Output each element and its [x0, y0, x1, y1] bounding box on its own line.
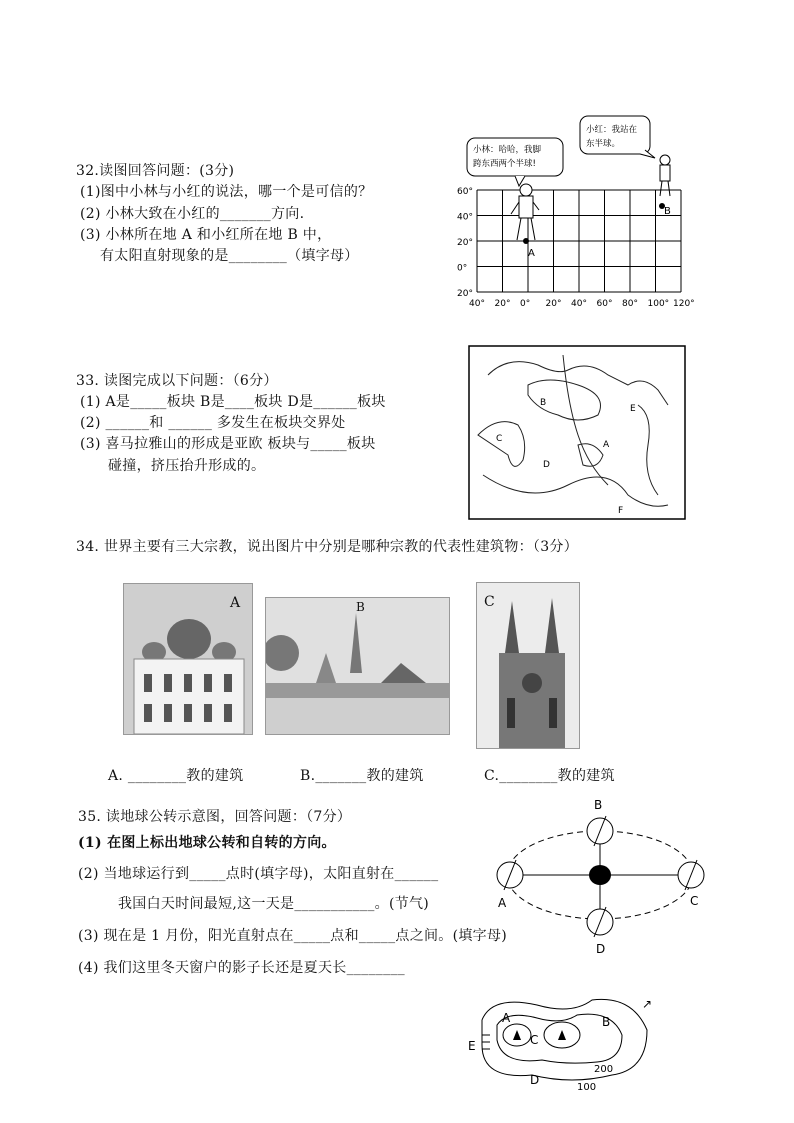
contour-map — [462, 990, 662, 1095]
xiaolin-figure — [511, 184, 539, 240]
lat-tick-label: 60° — [457, 187, 473, 197]
plate-label-d: D — [543, 460, 550, 470]
lat-tick-label: 40° — [457, 212, 473, 223]
north-arrow-icon: ↗ — [642, 997, 653, 1011]
lon-tick-label: 120° — [673, 299, 695, 309]
lat-tick-label: 20° — [457, 238, 473, 248]
q35-line4: (3) 现在是 1 月份，阳光直射点在_____点和_____点之间。(填字母) — [78, 928, 508, 944]
orbit-label-d: D — [596, 942, 606, 956]
temple-photo — [265, 597, 450, 735]
q33-line3: (3) 喜马拉雅山的形成是亚欧 板块与_____板块 — [80, 436, 376, 452]
lon-tick-label: 60° — [596, 299, 613, 309]
contour-label-a: A — [502, 1011, 511, 1025]
q32-line4: 有太阳直射现象的是________（填字母） — [100, 248, 359, 264]
contour-label-d: D — [530, 1073, 540, 1087]
lat-tick-label: 0° — [457, 263, 468, 274]
q35-title: 35. 读地球公转示意图，回答问题：（7分） — [78, 809, 352, 825]
q35-line1: (1) 在图上标出地球公转和自转的方向。 — [78, 835, 336, 851]
point-b-label: B — [664, 206, 671, 217]
peak-left-icon — [513, 1030, 521, 1040]
q35-line5: (4) 我们这里冬天窗户的影子长还是夏天长________ — [78, 960, 405, 976]
q34-title: 34. 世界主要有三大宗教，说出图片中分别是哪种宗教的代表性建筑物：（3分） — [76, 539, 579, 555]
contour-label-c: C — [530, 1033, 539, 1047]
bubble-hong-text-2: 东半球。 — [586, 139, 621, 149]
lat-tick-label: 20° — [457, 289, 473, 299]
q32-line2: (2) 小林大致在小红的_______方向. — [80, 206, 305, 222]
lon-tick-label: 100° — [647, 299, 670, 309]
photo-label-a: A — [230, 595, 241, 611]
contour-value-100: 100 — [577, 1082, 597, 1093]
photo-label-c: C — [484, 594, 495, 610]
q32-title: 32.读图回答问题：(3分) — [76, 163, 235, 179]
contour-label-e: E — [468, 1039, 476, 1053]
point-a-label: A — [528, 248, 535, 259]
contour-label-b: B — [602, 1015, 611, 1029]
sun — [589, 865, 611, 885]
q34-answer-b: B._______教的建筑 — [300, 768, 424, 784]
orbit-diagram — [490, 795, 715, 960]
q34-answer-c: C.________教的建筑 — [484, 768, 615, 784]
lon-tick-label: 40° — [469, 299, 485, 309]
q33-line1: (1) A是_____板块 B是____板块 D是______板块 — [80, 394, 386, 410]
orbit-label-a: A — [498, 896, 507, 910]
plate-label-a: A — [603, 440, 610, 450]
orbit-label-c: C — [690, 894, 699, 908]
lon-tick-label: 80° — [622, 299, 638, 309]
lon-tick-label: 0° — [520, 299, 531, 309]
q33-line2: (2) ______和 ______ 多发生在板块交界处 — [80, 415, 346, 431]
q35-line2: (2) 当地球运行到_____点时(填字母)，太阳直射在______ — [78, 866, 439, 882]
q35-line3: 我国白天时间最短,这一天是___________。(节气) — [118, 896, 430, 912]
bubble-lin-text-2: 跨东西两个半球! — [473, 159, 536, 169]
plate-label-e: E — [630, 404, 636, 414]
lon-tick-label: 20° — [494, 299, 511, 309]
bubble-lin-text-1: 小林：哈哈，我脚 — [473, 145, 542, 155]
q33-line4: 碰撞，挤压抬升形成的。 — [108, 458, 266, 474]
plate-label-b: B — [540, 398, 547, 408]
q32-line3: (3) 小林所在地 A 和小红所在地 B 中， — [80, 227, 332, 243]
plate-map — [468, 345, 686, 520]
plate-label-c: C — [496, 434, 503, 444]
bubble-hong-text-1: 小红：我站在 — [586, 125, 638, 135]
q32-grid-map — [455, 110, 700, 315]
orbit-label-b: B — [594, 798, 603, 812]
point-a-dot — [523, 238, 529, 244]
bubble-lin — [467, 138, 563, 186]
lon-tick-label: 20° — [545, 299, 562, 309]
photo-label-b: B — [356, 600, 365, 614]
q34-answer-a: A. ________教的建筑 — [108, 768, 244, 784]
plate-label-f: F — [618, 506, 624, 516]
lon-tick-label: 40° — [571, 299, 587, 309]
peak-right-icon — [558, 1030, 566, 1040]
q32-line1: (1)图中小林与小红的说法，哪一个是可信的？ — [80, 184, 373, 200]
lat-lon-grid — [477, 190, 681, 292]
bubble-hong — [580, 116, 655, 158]
contour-value-200: 200 — [594, 1064, 614, 1075]
q33-title: 33. 读图完成以下问题：（6分） — [76, 373, 278, 389]
